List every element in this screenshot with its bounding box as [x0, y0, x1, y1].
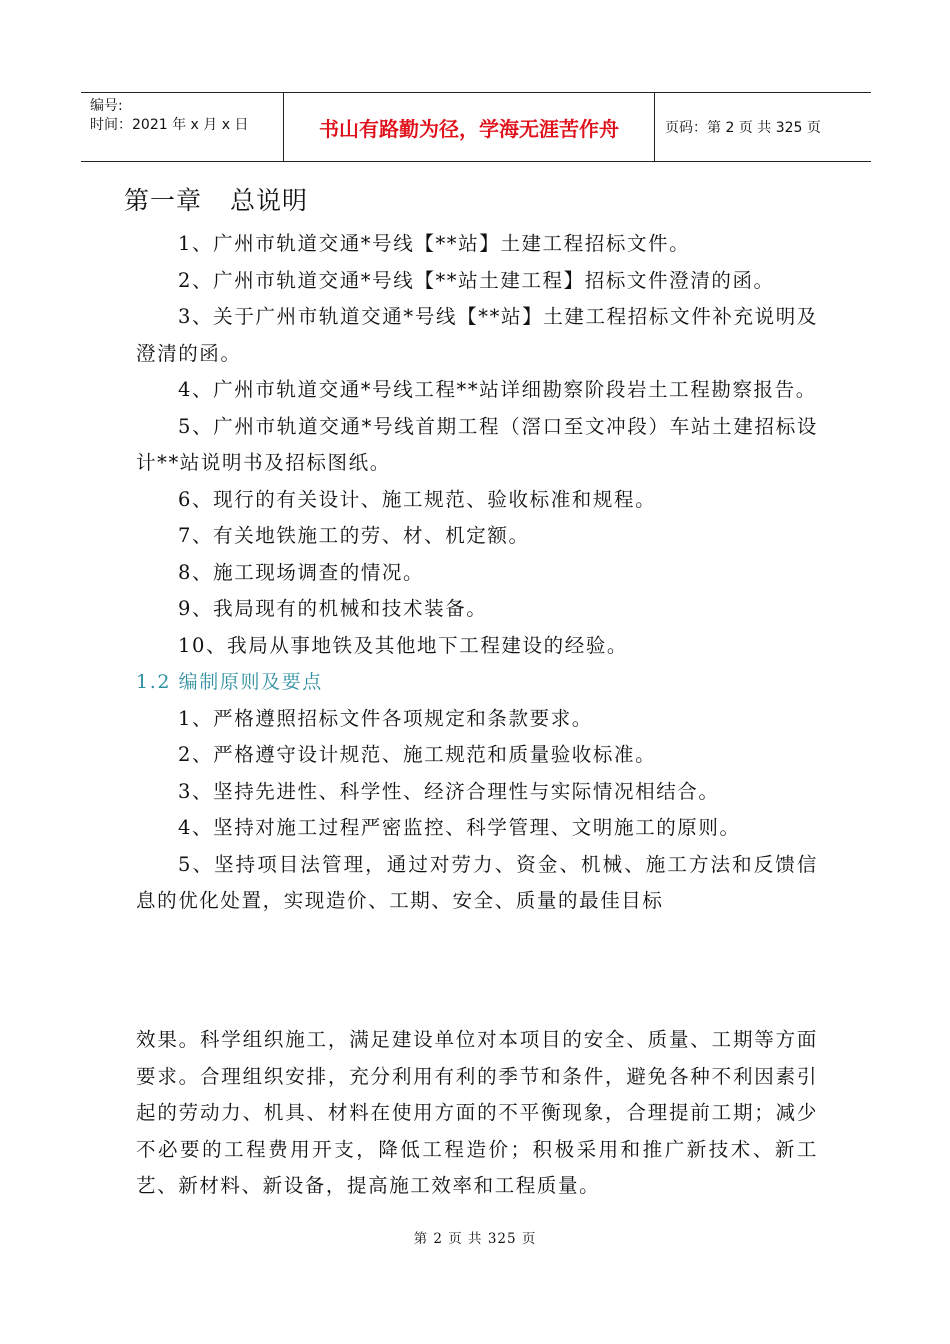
basis-item: 5、广州市轨道交通*号线首期工程（滘口至文冲段）车站土建招标设计**站说明书及招标图纸。 — [136, 414, 818, 474]
time-label: 时间：2021 年 x 月 x 日 — [90, 117, 249, 133]
chapter-name: 总说明 — [230, 186, 309, 215]
chapter-number: 第一章 — [124, 186, 203, 215]
basis-item: 6、现行的有关设计、施工规范、验收标准和规程。 — [178, 487, 657, 511]
header-meta — [81, 93, 283, 161]
basis-item: 2、广州市轨道交通*号线【**站土建工程】招标文件澄清的函。 — [178, 268, 775, 292]
basis-item: 8、施工现场调查的情况。 — [178, 560, 425, 584]
principle-item: 5、坚持项目法管理，通过对劳力、资金、机械、施工方法和反馈信息的优化处置，实现造价、工期、安全、质量的最佳目标 — [136, 852, 818, 912]
basis-item: 10、我局从事地铁及其他地下工程建设的经验。 — [178, 633, 629, 657]
continuation-text: 效果。科学组织施工，满足建设单位对本项目的安全、质量、工期等方面要求。合理组织安排，充分利用有利的季节和条件，避免各种不利因素引起的劳动力、机具、材料在使用方面的不平衡现象，合理提前工期；减少不必要的工程费用开支，降低工程造价；积极采用和推广新技术、新工艺、新材料、新设备，提高施工效率和工程质量。 — [136, 1028, 818, 1197]
principle-item: 1、严格遵照招标文件各项规定和条款要求。 — [178, 706, 593, 730]
header-page-label: 页码：第 2 页 共 325 页 — [665, 120, 821, 136]
basis-item: 9、我局现有的机械和技术装备。 — [178, 597, 488, 620]
page-header — [81, 92, 871, 162]
basis-item: 3、关于广州市轨道交通*号线【**站】土建工程招标文件补充说明及澄清的函。 — [136, 305, 818, 365]
document-body — [136, 226, 818, 920]
principle-item: 3、坚持先进性、科学性、经济合理性与实际情况相结合。 — [178, 779, 720, 803]
header-motto: 书山有路勤为径，学海无涯苦作舟 — [283, 93, 655, 161]
principle-item: 4、坚持对施工过程严密监控、科学管理、文明施工的原则。 — [178, 816, 741, 839]
basis-item: 4、广州市轨道交通*号线工程**站详细勘察阶段岩土工程勘察报告。 — [178, 378, 817, 401]
principle-item: 2、严格遵守设计规范、施工规范和质量验收标准。 — [178, 743, 657, 766]
basis-item: 1、广州市轨道交通*号线【**站】土建工程招标文件。 — [178, 232, 691, 255]
continuation-block — [136, 1022, 818, 1205]
page-footer: 第 2 页 共 325 页 — [413, 1231, 537, 1247]
code-label: 编号: — [90, 98, 123, 114]
chapter-title — [124, 181, 308, 217]
basis-item: 7、有关地铁施工的劳、材、机定额。 — [178, 524, 530, 547]
section-heading: 1.2 编制原则及要点 — [136, 671, 323, 693]
